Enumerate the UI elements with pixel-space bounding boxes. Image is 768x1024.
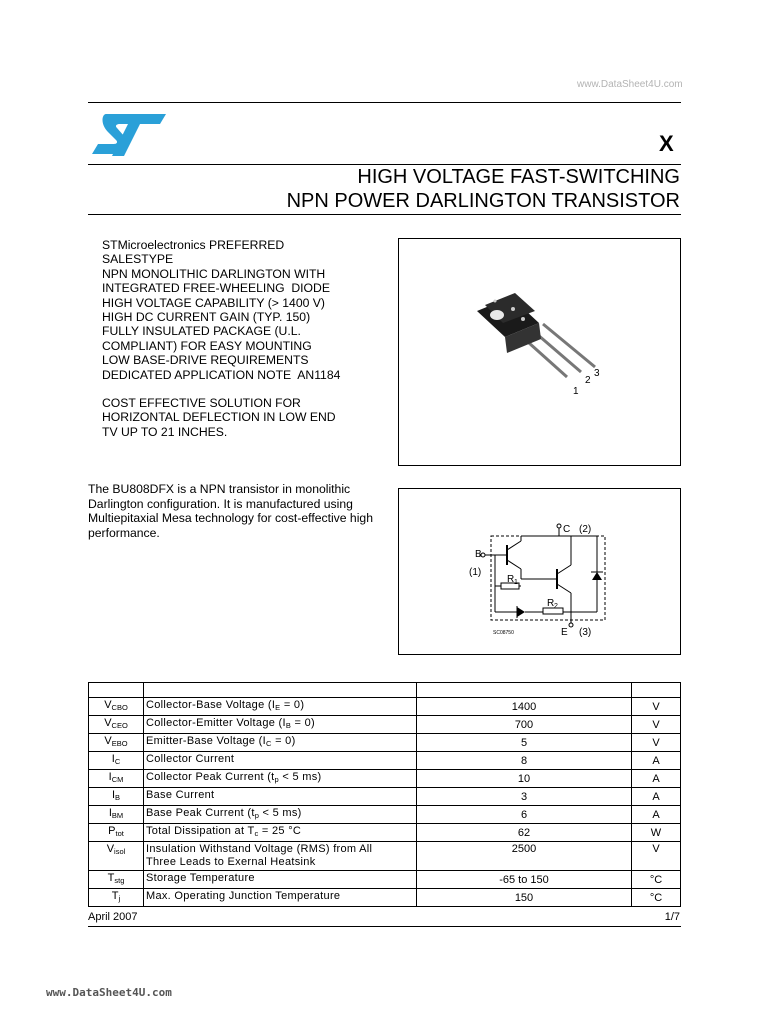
feature-item: INTEGRATED FREE-WHEELING DIODE [102, 281, 330, 296]
package-figure [398, 238, 681, 466]
rating-symbol: $I_{CM}$ [89, 770, 144, 788]
rating-parameter: Max. Operating Junction Temperature [144, 889, 417, 907]
rating-parameter: Collector-Base Voltage $(I_E = 0)$ [144, 698, 417, 716]
table-row [89, 871, 681, 889]
footer-page: 1/7 [664, 911, 680, 923]
rating-unit: V [632, 716, 681, 734]
rating-symbol: $T_{stg}$ [89, 871, 144, 889]
base-pin: (1) [469, 567, 482, 578]
part-number: X [659, 131, 674, 156]
table-row [89, 770, 681, 788]
rating-parameter: Collector Current [144, 752, 417, 770]
rating-parameter: Base Current [144, 788, 417, 806]
application-item: TV UP TO 21 INCHES. [102, 424, 228, 439]
rating-parameter: Insulation Withstand Voltage (RMS) from All Three Leads to Exernal Heatsink [144, 842, 417, 871]
rating-parameter: Base Peak Current ($t_p < 5$ ms) [144, 806, 417, 824]
rating-symbol: $V_{EBO}$ [89, 734, 144, 752]
schematic-code: SC08750 [493, 630, 514, 636]
collector-pin: (2) [579, 524, 592, 535]
table-row [89, 734, 681, 752]
rating-unit: °C [632, 889, 681, 907]
pin-label-1: 1 [573, 386, 579, 397]
application-item: COST EFFECTIVE SOLUTION FOR [102, 396, 301, 411]
header-rule-bottom [88, 214, 681, 215]
feature-item: NPN MONOLITHIC DARLINGTON WITH [102, 266, 326, 281]
rating-value: 700 [417, 716, 632, 734]
rating-unit: A [632, 770, 681, 788]
rating-symbol: $P_{tot}$ [89, 824, 144, 842]
description: The BU808DFX is a NPN transistor in monolithic Darlington configuration. It is manufactured using Multiepitaxial Mesa technology for cost-effective high performance. [88, 482, 373, 540]
rating-unit: W [632, 824, 681, 842]
feature-item: STMicroelectronics PREFERRED [102, 238, 285, 252]
rating-symbol: $I_C$ [89, 752, 144, 770]
table-row [89, 716, 681, 734]
title-line-1: HIGH VOLTAGE FAST-SWITCHING [357, 166, 680, 188]
rating-value: 3 [417, 788, 632, 806]
st-logo [88, 112, 168, 158]
package-image [399, 239, 680, 465]
pin-label-3: 3 [594, 368, 600, 379]
rating-value: 62 [417, 824, 632, 842]
table-row [89, 824, 681, 842]
rating-parameter: Storage Temperature [144, 871, 417, 889]
rating-unit: A [632, 752, 681, 770]
rating-value: 8 [417, 752, 632, 770]
watermark-top: www.DataSheet4U.com [577, 79, 683, 90]
rating-unit: V [632, 698, 681, 716]
feature-item: FULLY INSULATED PACKAGE (U.L. [102, 324, 301, 339]
table-header-row [89, 683, 681, 698]
r2-sub: 2 [554, 603, 558, 610]
pin-label-2: 2 [585, 375, 591, 386]
feature-item: DEDICATED APPLICATION NOTE AN1184 [102, 367, 341, 382]
table-row [89, 842, 681, 871]
rating-unit: A [632, 806, 681, 824]
rating-value: 1400 [417, 698, 632, 716]
feature-item: HIGH DC CURRENT GAIN (TYP. 150) [102, 310, 311, 325]
rating-symbol: $T_j$ [89, 889, 144, 907]
rating-symbol: $V_{isol}$ [89, 842, 144, 871]
rating-parameter: Total Dissipation at $T_c = 25$ °C [144, 824, 417, 842]
feature-item: LOW BASE-DRIVE REQUIREMENTS [102, 353, 309, 368]
feature-item: COMPLIANT) FOR EASY MOUNTING [102, 338, 312, 353]
feature-item: HIGH VOLTAGE CAPABILITY (> 1400 V) [102, 295, 325, 310]
rating-value: 150 [417, 889, 632, 907]
application-item: HORIZONTAL DEFLECTION IN LOW END [102, 410, 336, 425]
rating-unit: °C [632, 871, 681, 889]
watermark-bottom: www.DataSheet4U.com [46, 986, 172, 999]
rating-unit: V [632, 842, 681, 871]
rating-value: 6 [417, 806, 632, 824]
table-row [89, 889, 681, 907]
collector-label: C [563, 524, 571, 535]
r1-sub: 1 [514, 579, 518, 586]
rating-symbol: $I_B$ [89, 788, 144, 806]
rating-value: -65 to 150 [417, 871, 632, 889]
emitter-label: E [561, 627, 568, 638]
rating-value: 10 [417, 770, 632, 788]
rating-parameter: Collector-Emitter Voltage $(I_B = 0)$ [144, 716, 417, 734]
title-line-2: NPN POWER DARLINGTON TRANSISTOR [286, 190, 680, 212]
rating-symbol: $I_{BM}$ [89, 806, 144, 824]
table-row [89, 788, 681, 806]
schematic-diagram [399, 489, 680, 654]
table-row [89, 806, 681, 824]
table-row [89, 752, 681, 770]
footer-rule [88, 926, 681, 927]
footer-date: April 2007 [88, 911, 138, 923]
rating-symbol: $V_{CEO}$ [89, 716, 144, 734]
r2-label: R [547, 598, 555, 609]
rating-value: 5 [417, 734, 632, 752]
schematic-figure [398, 488, 681, 655]
base-label: B [475, 549, 482, 560]
r1-label: R [507, 574, 515, 585]
feature-item: SALESTYPE [102, 252, 174, 267]
emitter-pin: (3) [579, 627, 592, 638]
absolute-ratings-table [88, 682, 681, 907]
rating-value: 2500 [417, 842, 632, 871]
table-row [89, 698, 681, 716]
header-rule-top [88, 102, 681, 103]
rating-parameter: Collector Peak Current ($t_p < 5$ ms) [144, 770, 417, 788]
rating-unit: V [632, 734, 681, 752]
rating-symbol: $V_{CBO}$ [89, 698, 144, 716]
rating-unit: A [632, 788, 681, 806]
feature-list [102, 238, 340, 439]
rating-parameter: Emitter-Base Voltage $(I_C = 0)$ [144, 734, 417, 752]
